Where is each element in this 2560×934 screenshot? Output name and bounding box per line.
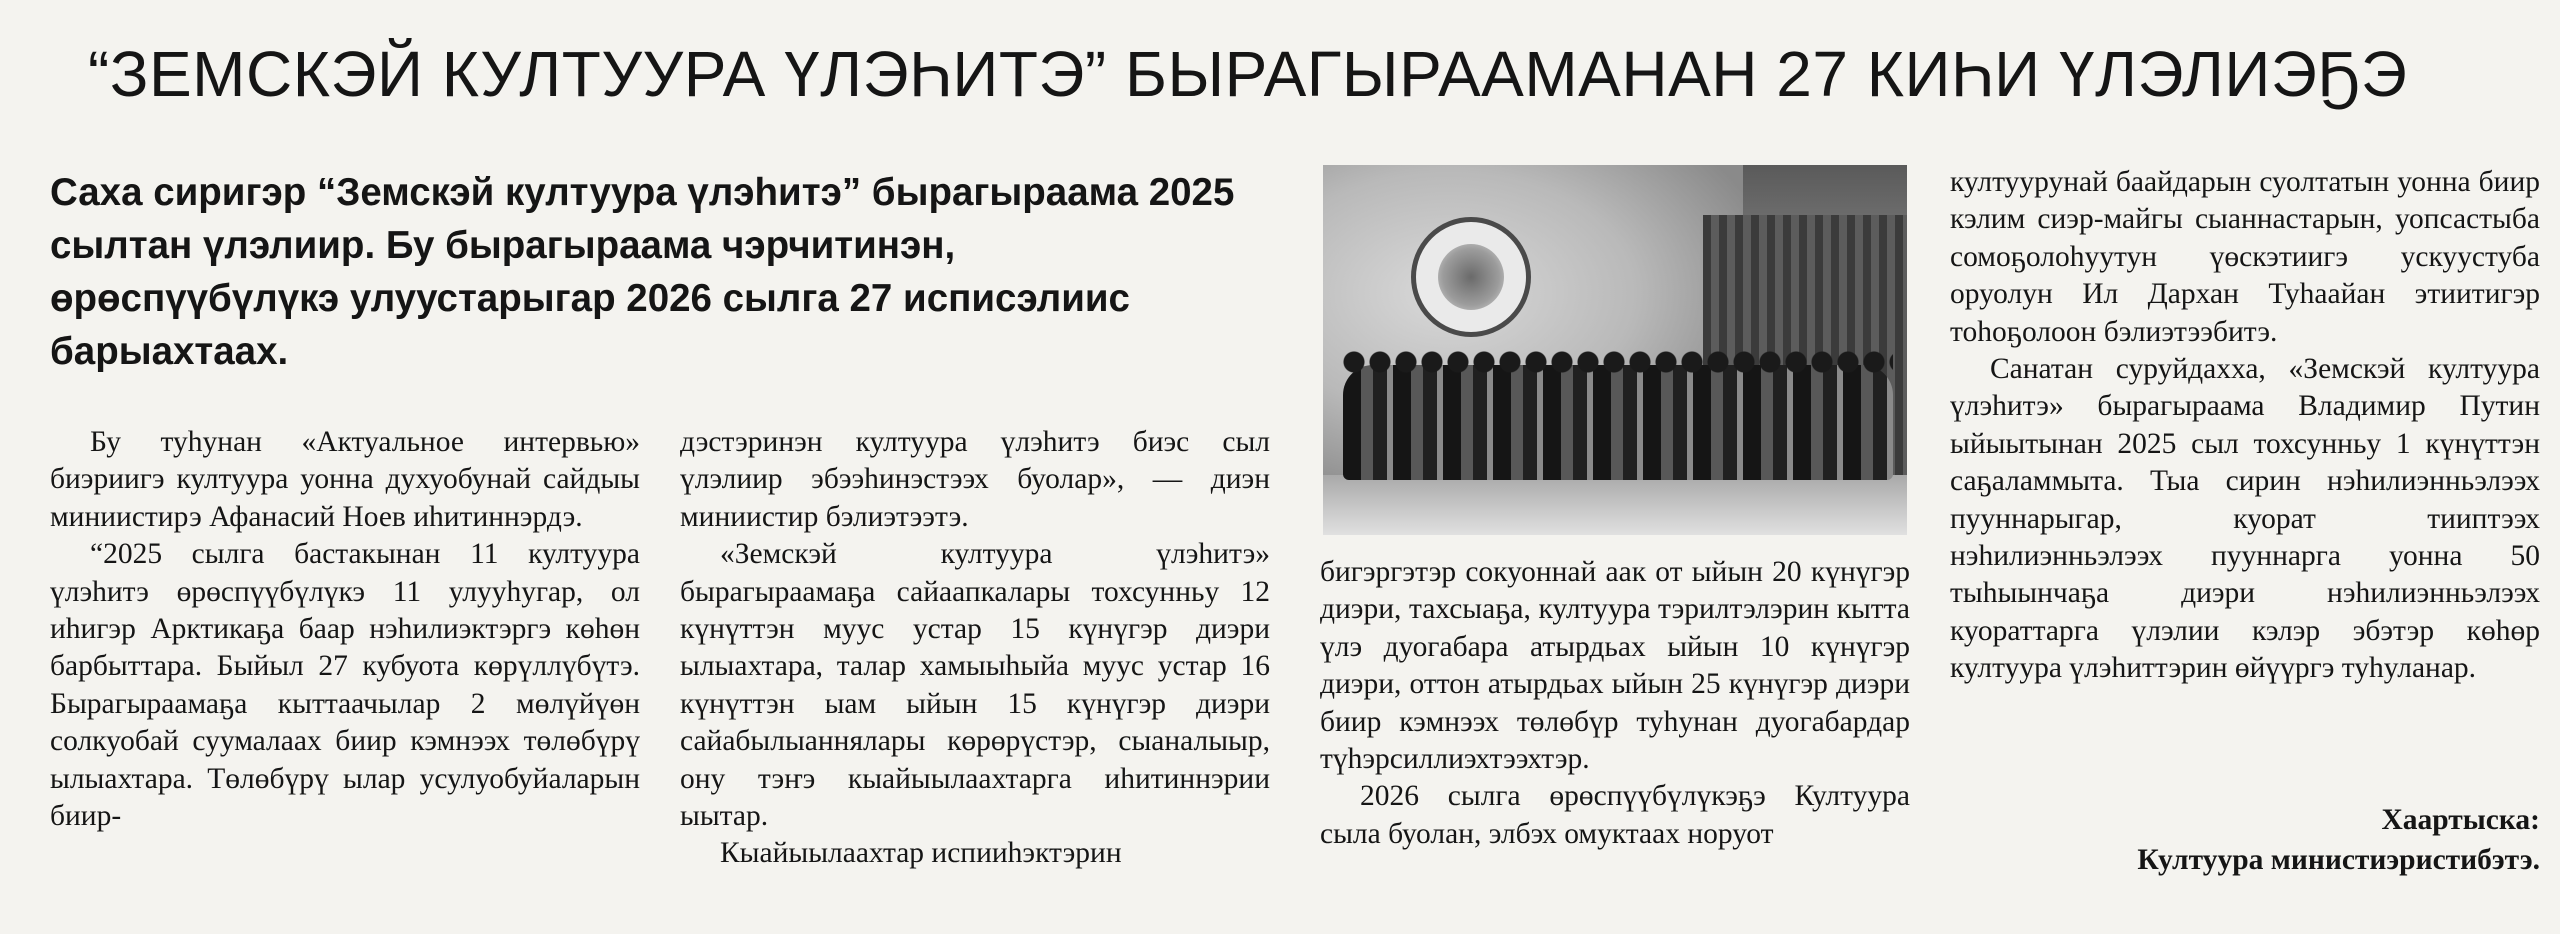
photo-credit-source: Култуура министиэристибэтэ. (2137, 844, 2540, 876)
emblem-icon (1411, 217, 1531, 337)
article-photo-dancers (1323, 165, 1907, 535)
photo-credit (1840, 800, 2540, 880)
paragraph: «Земскэй култуура үлэһитэ» бырагыраамаҕа сайаапкалары тохсунньу 12 күнүттэн муус устар 15 күнүгэр диэри ылыахтара, талар хамыыһыйа муус устар 16 күнүттэн ыам ыйын 15 күнүгэр диэри сайабылыаннялары көрөрүстэр, сыаналыыр, ону тэҥэ кыайыылаахтарга иһитиннэрии ыытар. (680, 538, 1270, 833)
paragraph-continued: бигэргэтэр сокуоннай аак от ыйын 20 күнүгэр диэри, тахсыаҕа, култуура тэрилтэлэрин кытта үлэ дуогабара атырдьах ыйын 10 күнүгэр диэри, оттон атырдьах ыйын 25 күнүгэр диэри биир кэмнээх төлөбүр туһунан дуогабардар түһэрсиллиэхтээхтэр. (1320, 556, 1910, 776)
paragraph: Санатан суруйдахха, «Земскэй култуура үлэһитэ» бырагыраама Владимир Путин ыйыытынан 2025 сыл тохсунньу 1 күнүттэн саҕаламмыта. Тыа сирин нэһилиэнньэлээх пууннарыгар, куорат тииптээх нэһилиэнньэлээх пууннарга уонна 50 тыһыынчаҕа диэри нэһилиэнньэлээх куораттарга үлэлии кэлэр эбэтэр көһөр култуура үлэһиттэрин өйүүргэ туһуланар. (1950, 353, 2540, 685)
paragraph: “2025 сылга бастакынан 11 култуура үлэһитэ өрөспүүбүлүкэ 11 улууһугар, ол иһигэр Арктикаҕа баар нэһилиэктэргэ көһөн барбыттара. Быйыл 27 кубуота көрүллүбүтэ. Бырагыраамаҕа кыттаачылар 2 мөлүйүөн солкуобай суумалаах биир кэмнээх төлөбүрү ылыахтара. Төлөбүрү ылар усулуобуйаларын биир- (50, 538, 640, 833)
article-headline: “ЗЕМСКЭЙ КУЛТУУРА ҮЛЭҺИТЭ” БЫРАГЫРААМАНАН 27 КИҺИ ҮЛЭЛИЭҔЭ (88, 38, 2408, 110)
photo-dancers-heads (1343, 345, 1893, 379)
paragraph: 2026 сылга өрөспүүбүлүкэҕэ Култуура сыла буолан, элбэх омуктаах норуот (1320, 780, 1910, 850)
photo-credit-label: Хаартыска: (2381, 804, 2540, 836)
paragraph: Бу туһунан «Актуальное интервью» биэриигэ култуура уонна духуобунай сайдыы миниистирэ Афанасий Ноев иһитиннэрдэ. (50, 426, 640, 533)
text-column-2 (680, 424, 1270, 873)
paragraph-continued: култуурунай баайдарын суолтатын уонна биир кэлим сиэр-майгы сыаннастарын, уопсастыба сомоҕолоһуутун үөскэтиигэ ускуустуба оруолун Ил Дархан Туһаайан этиитигэр тоһоҕолоон бэлиэтээбитэ. (1950, 166, 2540, 348)
text-column-1 (50, 424, 640, 835)
article-lead: Саха сиригэр “Земскэй култуура үлэһитэ” бырагыраама 2025 сылтан үлэлиир. Бу бырагыраама чэрчитинэн, өрөспүүбүлүкэ улуустарыгар 2026 сылга 27 исписэлиис барыахтаах. (50, 171, 1235, 373)
paragraph: Кыайыылаахтар испииһэктэрин (720, 837, 1122, 870)
photo-stage-floor (1323, 475, 1907, 535)
photo-dancers-group (1343, 365, 1893, 480)
text-column-4 (1950, 164, 2540, 688)
paragraph-continued: дэстэринэн култуура үлэһитэ биэс сыл үлэлиир эбээһинэстээх буолар», — диэн миниистир бэлиэтээтэ. (680, 426, 1270, 533)
text-column-3 (1320, 554, 1910, 853)
